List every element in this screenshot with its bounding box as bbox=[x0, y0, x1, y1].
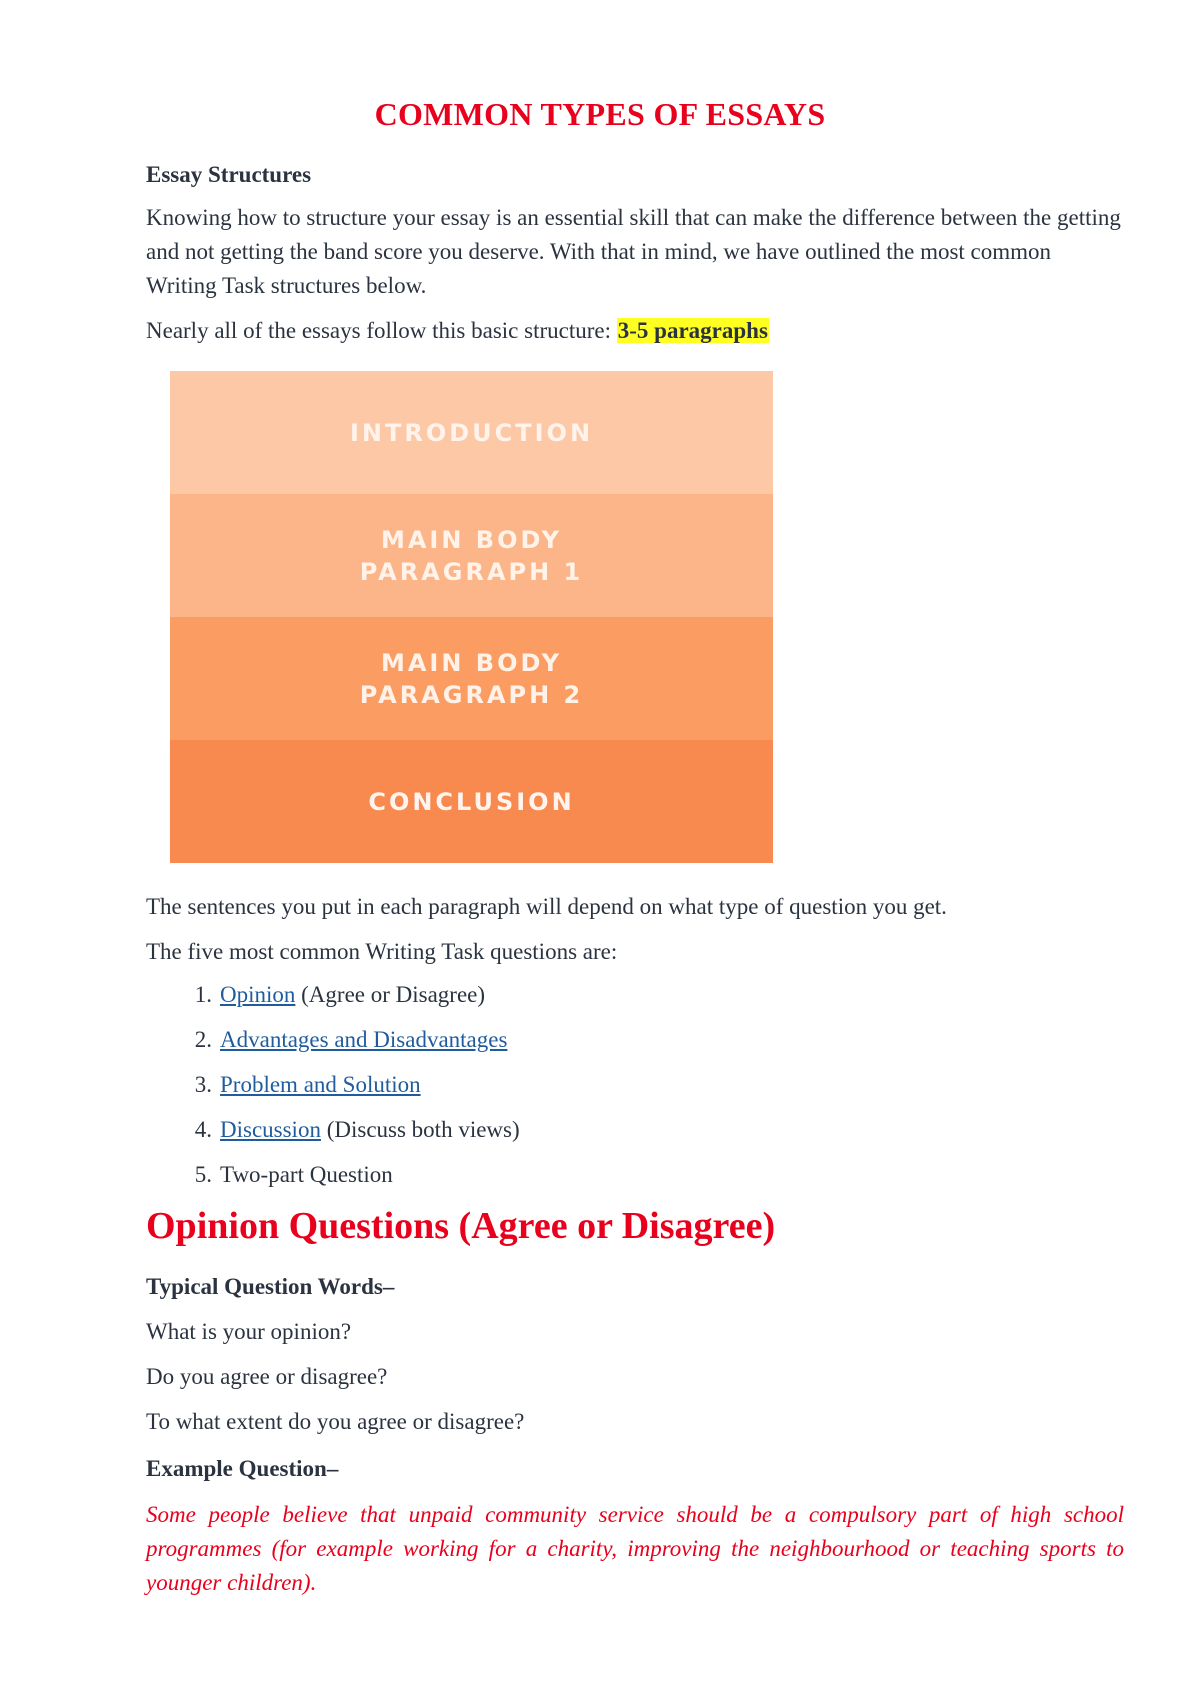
diagram-block-main-body-2 bbox=[170, 617, 773, 740]
example-question-label: Example Question– bbox=[146, 1456, 339, 1481]
list-item bbox=[146, 1113, 1046, 1158]
essay-structure-diagram bbox=[170, 371, 773, 863]
essay-structures-heading: Essay Structures bbox=[146, 162, 312, 187]
intro-paragraph: Knowing how to structure your essay is an essential skill that can make the difference between the getting and not getting the band score you deserve. With that in mind, we have outlined the most common Writing Task structures below. bbox=[146, 205, 1121, 298]
list-item-text: (Agree or Disagree) bbox=[295, 982, 486, 1007]
document-title: COMMON TYPES OF ESSAYS bbox=[374, 96, 826, 132]
typical-question-words-label: Typical Question Words– bbox=[146, 1274, 395, 1299]
diagram-block-label: PARAGRAPH 2 bbox=[359, 680, 584, 709]
diagram-block-main-body-1 bbox=[170, 494, 773, 617]
problem-solution-link[interactable]: Problem and Solution bbox=[220, 1072, 421, 1097]
diagram-block-label: MAIN BODY bbox=[380, 648, 563, 677]
diagram-block-conclusion bbox=[170, 740, 773, 863]
list-item bbox=[146, 978, 1046, 1023]
diagram-block-label: MAIN BODY bbox=[380, 525, 563, 554]
paragraph-sentence-2: The five most common Writing Task questions are: bbox=[146, 939, 618, 964]
structure-sentence bbox=[146, 314, 1126, 348]
list-item-text: (Discuss both views) bbox=[320, 1117, 520, 1142]
opinion-questions-heading: Opinion Questions (Agree or Disagree) bbox=[146, 1205, 776, 1247]
list-number: 1. bbox=[194, 982, 212, 1007]
typical-question-1: What is your opinion? bbox=[146, 1319, 352, 1344]
structure-prefix: Nearly all of the essays follow this basic structure: bbox=[146, 318, 617, 343]
list-number: 2. bbox=[194, 1027, 212, 1052]
question-types-list bbox=[146, 978, 1046, 1203]
list-number: 5. bbox=[194, 1162, 212, 1187]
diagram-block-label: INTRODUCTION bbox=[349, 418, 594, 447]
list-number: 4. bbox=[194, 1117, 212, 1142]
diagram-block-introduction bbox=[170, 371, 773, 494]
advantages-disadvantages-link[interactable]: Advantages and Disadvantages bbox=[220, 1027, 508, 1052]
opinion-link[interactable]: Opinion bbox=[220, 982, 296, 1007]
list-item-text: Two-part Question bbox=[220, 1162, 393, 1187]
list-item bbox=[146, 1158, 1046, 1203]
typical-question-2: Do you agree or disagree? bbox=[146, 1364, 388, 1389]
list-item bbox=[146, 1023, 1046, 1068]
discussion-link[interactable]: Discussion bbox=[220, 1117, 321, 1142]
paragraph-sentence-1: The sentences you put in each paragraph will depend on what type of question you get. bbox=[146, 894, 947, 919]
list-number: 3. bbox=[194, 1072, 212, 1097]
list-item bbox=[146, 1068, 1046, 1113]
example-question-text: Some people believe that unpaid community service should be a compulsory part of high school programmes (for example working for a charity, improving the neighbourhood or teaching sports to younger children). bbox=[146, 1502, 1124, 1595]
structure-highlight: 3-5 paragraphs bbox=[617, 318, 768, 343]
typical-question-3: To what extent do you agree or disagree? bbox=[146, 1409, 525, 1434]
diagram-block-label: CONCLUSION bbox=[368, 787, 575, 816]
diagram-block-label: PARAGRAPH 1 bbox=[359, 557, 584, 586]
